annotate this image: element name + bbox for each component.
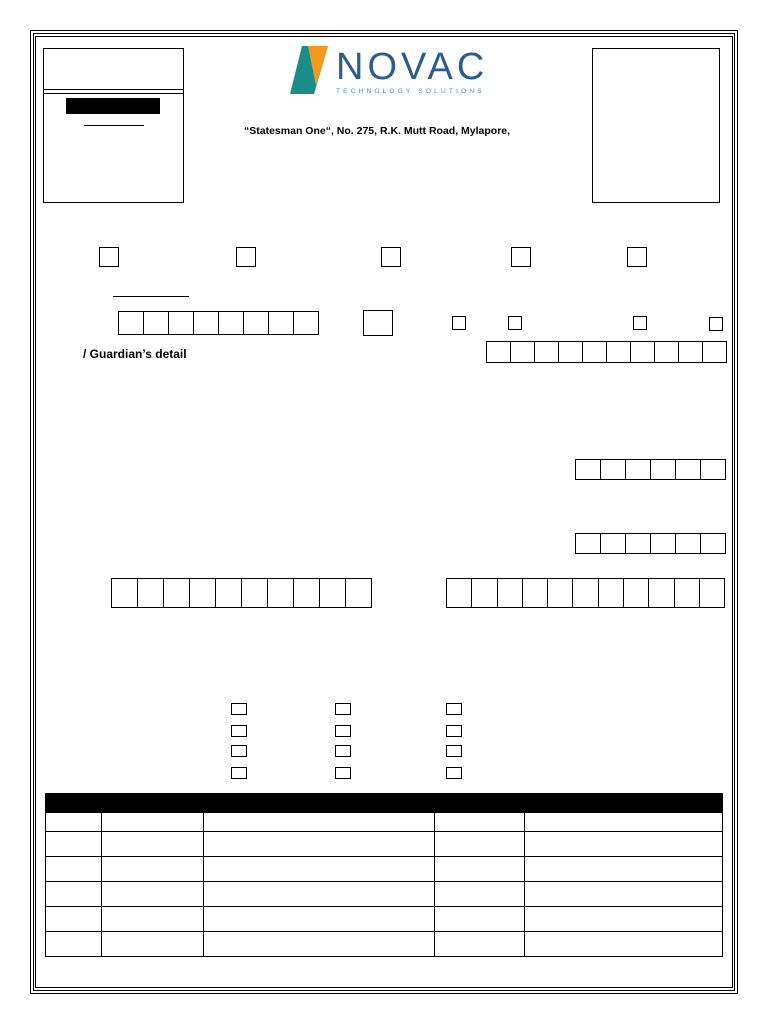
landline-cell[interactable] bbox=[547, 578, 573, 608]
table-cell[interactable] bbox=[435, 882, 525, 907]
table-row bbox=[46, 813, 723, 832]
checkbox[interactable] bbox=[508, 316, 522, 330]
checkbox[interactable] bbox=[446, 745, 462, 757]
table-cell[interactable] bbox=[525, 857, 723, 882]
landline-field[interactable] bbox=[446, 578, 725, 608]
checkbox[interactable] bbox=[231, 767, 247, 779]
checkbox[interactable] bbox=[231, 703, 247, 715]
table-header-cell bbox=[46, 794, 102, 813]
table-cell[interactable] bbox=[46, 857, 102, 882]
table-cell[interactable] bbox=[525, 932, 723, 957]
office-use-box bbox=[43, 48, 184, 203]
pincode-cell[interactable] bbox=[600, 533, 626, 554]
pincode-cell[interactable] bbox=[600, 459, 626, 480]
pincode-cell[interactable] bbox=[675, 459, 701, 480]
table-cell[interactable] bbox=[525, 832, 723, 857]
table-row bbox=[46, 882, 723, 907]
pincode-cell[interactable] bbox=[575, 459, 601, 480]
company-logo bbox=[288, 42, 488, 102]
table-cell[interactable] bbox=[525, 882, 723, 907]
table-cell[interactable] bbox=[203, 907, 435, 932]
phone-field[interactable] bbox=[486, 341, 727, 363]
underline bbox=[113, 296, 189, 297]
table-cell[interactable] bbox=[203, 932, 435, 957]
photo-box bbox=[592, 48, 720, 203]
landline-cell[interactable] bbox=[699, 578, 725, 608]
mobile-cell[interactable] bbox=[111, 578, 138, 608]
checkbox[interactable] bbox=[633, 316, 647, 330]
checkbox[interactable] bbox=[446, 703, 462, 715]
table-row bbox=[46, 857, 723, 882]
pincode-cell[interactable] bbox=[650, 533, 676, 554]
landline-cell[interactable] bbox=[572, 578, 598, 608]
pincode-cell[interactable] bbox=[575, 533, 601, 554]
pincode-cell[interactable] bbox=[700, 533, 726, 554]
phone-cell[interactable] bbox=[558, 341, 583, 363]
phone-cell[interactable] bbox=[582, 341, 607, 363]
table-cell[interactable] bbox=[435, 832, 525, 857]
checkbox[interactable] bbox=[709, 317, 723, 331]
pincode-cell[interactable] bbox=[650, 459, 676, 480]
phone-cell[interactable] bbox=[654, 341, 679, 363]
table-cell[interactable] bbox=[46, 882, 102, 907]
phone-cell[interactable] bbox=[678, 341, 703, 363]
mobile-field[interactable] bbox=[111, 578, 372, 608]
table-cell[interactable] bbox=[203, 813, 435, 832]
table-row bbox=[46, 832, 723, 857]
table-cell[interactable] bbox=[435, 932, 525, 957]
table-cell[interactable] bbox=[435, 813, 525, 832]
checkbox[interactable] bbox=[99, 247, 119, 267]
landline-cell[interactable] bbox=[446, 578, 472, 608]
phone-cell[interactable] bbox=[534, 341, 559, 363]
phone-cell[interactable] bbox=[702, 341, 727, 363]
divider bbox=[44, 89, 183, 90]
age-field[interactable] bbox=[363, 310, 393, 336]
underline bbox=[84, 125, 144, 126]
mobile-cell[interactable] bbox=[137, 578, 164, 608]
landline-cell[interactable] bbox=[674, 578, 700, 608]
table-cell[interactable] bbox=[525, 907, 723, 932]
date-cell[interactable] bbox=[293, 311, 319, 335]
table-header-cell bbox=[525, 794, 723, 813]
landline-cell[interactable] bbox=[522, 578, 548, 608]
logo-mark-icon bbox=[288, 42, 336, 96]
checkbox[interactable] bbox=[511, 247, 531, 267]
phone-cell[interactable] bbox=[486, 341, 511, 363]
table-header-row bbox=[46, 794, 723, 813]
redacted-bar bbox=[66, 98, 160, 114]
checkbox[interactable] bbox=[446, 725, 462, 737]
pincode-cell[interactable] bbox=[675, 533, 701, 554]
date-cell[interactable] bbox=[218, 311, 244, 335]
pincode-cell[interactable] bbox=[625, 533, 651, 554]
date-cell[interactable] bbox=[168, 311, 194, 335]
table-cell[interactable] bbox=[46, 813, 102, 832]
mobile-cell[interactable] bbox=[345, 578, 372, 608]
mobile-cell[interactable] bbox=[189, 578, 216, 608]
table-cell[interactable] bbox=[203, 857, 435, 882]
phone-cell[interactable] bbox=[606, 341, 631, 363]
checkbox[interactable] bbox=[335, 745, 351, 757]
phone-cell[interactable] bbox=[630, 341, 655, 363]
date-cell[interactable] bbox=[243, 311, 269, 335]
table-cell[interactable] bbox=[435, 857, 525, 882]
checkbox[interactable] bbox=[236, 247, 256, 267]
date-cell[interactable] bbox=[193, 311, 219, 335]
table-cell[interactable] bbox=[101, 882, 203, 907]
table-header-cell bbox=[203, 794, 435, 813]
mobile-cell[interactable] bbox=[215, 578, 242, 608]
table-row bbox=[46, 932, 723, 957]
checkbox[interactable] bbox=[335, 725, 351, 737]
landline-cell[interactable] bbox=[497, 578, 523, 608]
guardian-detail-label: / Guardian’s detail bbox=[83, 347, 187, 361]
checkbox[interactable] bbox=[627, 247, 647, 267]
date-field[interactable] bbox=[118, 311, 319, 335]
checkbox[interactable] bbox=[446, 767, 462, 779]
checkbox[interactable] bbox=[231, 745, 247, 757]
table-cell[interactable] bbox=[101, 813, 203, 832]
checkbox[interactable] bbox=[335, 703, 351, 715]
table-cell[interactable] bbox=[46, 832, 102, 857]
education-table bbox=[45, 793, 723, 957]
table-cell[interactable] bbox=[435, 907, 525, 932]
checkbox[interactable] bbox=[452, 316, 466, 330]
date-cell[interactable] bbox=[143, 311, 169, 335]
logo-name: NOVAC bbox=[336, 46, 489, 88]
landline-cell[interactable] bbox=[623, 578, 649, 608]
pincode-cell[interactable] bbox=[625, 459, 651, 480]
pincode-field[interactable] bbox=[575, 533, 726, 554]
divider bbox=[44, 93, 183, 94]
checkbox[interactable] bbox=[381, 247, 401, 267]
company-address: “Statesman One“, No. 275, R.K. Mutt Road, Mylapore, bbox=[244, 125, 511, 137]
date-cell[interactable] bbox=[118, 311, 144, 335]
table-header-cell bbox=[435, 794, 525, 813]
mobile-cell[interactable] bbox=[293, 578, 320, 608]
pincode-cell[interactable] bbox=[700, 459, 726, 480]
table-cell[interactable] bbox=[203, 832, 435, 857]
mobile-cell[interactable] bbox=[163, 578, 190, 608]
landline-cell[interactable] bbox=[598, 578, 624, 608]
table-row bbox=[46, 907, 723, 932]
checkbox[interactable] bbox=[231, 725, 247, 737]
table-cell[interactable] bbox=[101, 932, 203, 957]
mobile-cell[interactable] bbox=[267, 578, 294, 608]
mobile-cell[interactable] bbox=[319, 578, 346, 608]
checkbox[interactable] bbox=[335, 767, 351, 779]
table-cell[interactable] bbox=[46, 932, 102, 957]
pincode-field[interactable] bbox=[575, 459, 726, 480]
date-cell[interactable] bbox=[268, 311, 294, 335]
table-cell[interactable] bbox=[101, 857, 203, 882]
table-cell[interactable] bbox=[525, 813, 723, 832]
table-cell[interactable] bbox=[101, 907, 203, 932]
logo-tagline: TECHNOLOGY SOLUTIONS bbox=[336, 88, 485, 95]
table-cell[interactable] bbox=[203, 882, 435, 907]
table-cell[interactable] bbox=[46, 907, 102, 932]
landline-cell[interactable] bbox=[648, 578, 674, 608]
mobile-cell[interactable] bbox=[241, 578, 268, 608]
table-header-cell bbox=[101, 794, 203, 813]
phone-cell[interactable] bbox=[510, 341, 535, 363]
table-cell[interactable] bbox=[101, 832, 203, 857]
landline-cell[interactable] bbox=[471, 578, 497, 608]
